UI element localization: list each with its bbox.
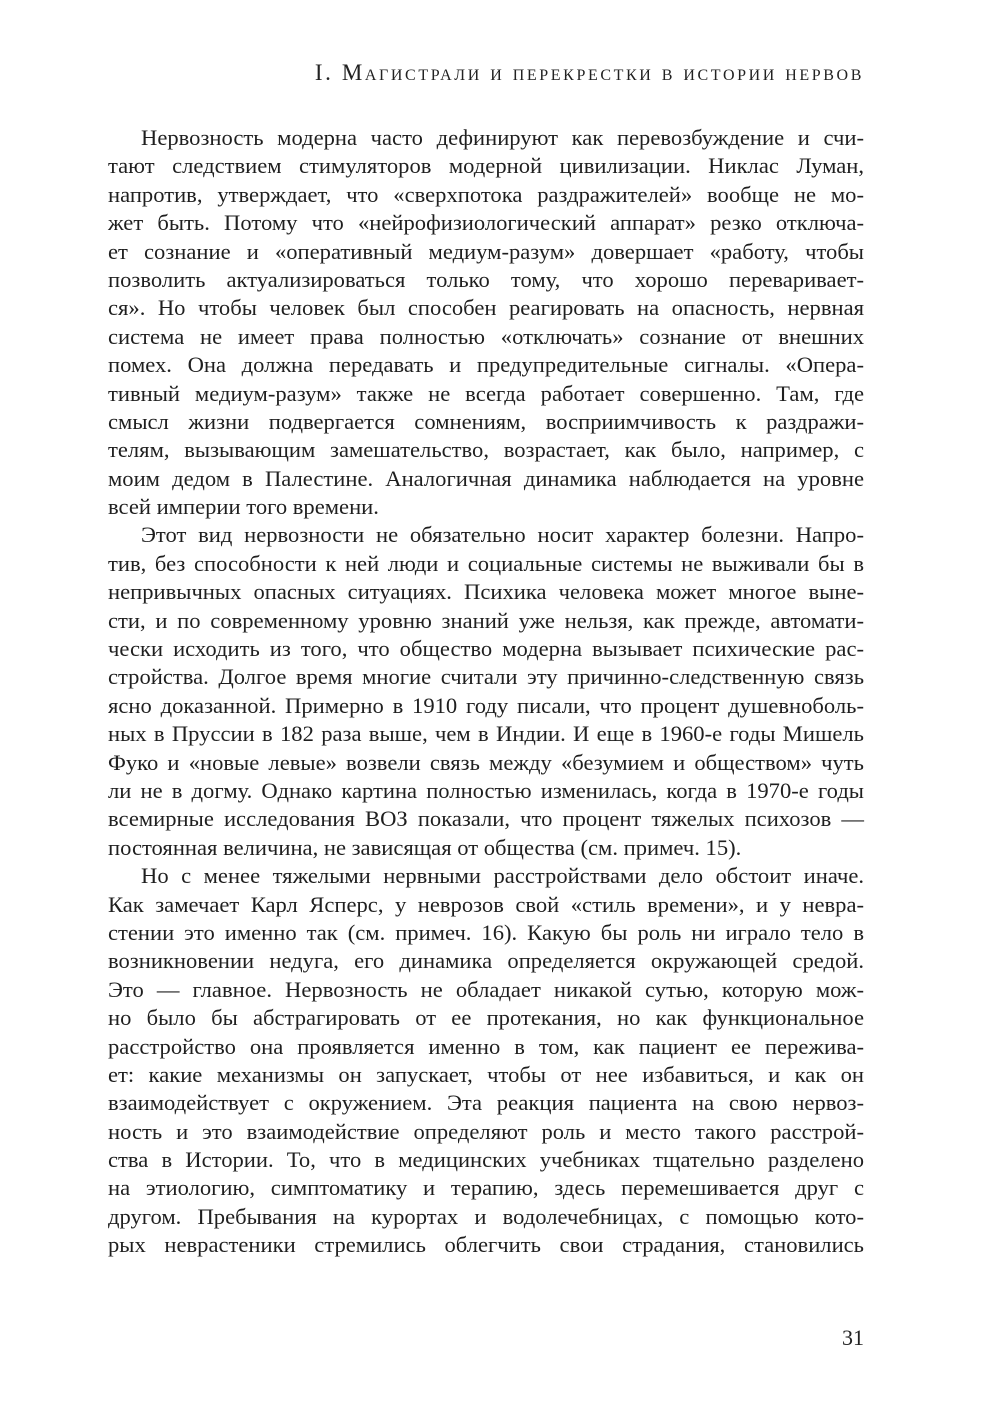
paragraph-2	[108, 521, 864, 862]
text-line: сти, и по современному уровню знаний уже нельзя, как прежде, автомати-	[108, 607, 864, 633]
text-line: позволить актуализироваться только тому, что хорошо переваривает-	[108, 266, 864, 292]
text-line: напротив, утверждает, что «сверхпотока раздражителей» вообще не мо-	[108, 181, 864, 207]
body-text	[108, 124, 864, 1260]
text-line: моим дедом в Палестине. Аналогичная динамика наблюдается на уровне	[108, 465, 864, 491]
text-line: рых неврастеники стремились облегчить свои страдания, становились	[108, 1232, 864, 1258]
paragraph-3	[108, 862, 864, 1259]
text-line: расстройство она проявляется именно в том, как пациент ее пережива-	[108, 1033, 864, 1059]
text-line: постоянная величина, не зависящая от общества (см. примеч. 15).	[108, 834, 742, 860]
text-line: стении это именно так (см. примеч. 16). Какую бы роль ни играло тело в	[108, 919, 864, 945]
text-line: ся». Но чтобы человек был способен реагировать на опасность, нервная	[108, 295, 864, 321]
text-line: тив, без способности к ней люди и социальные системы не выживали бы в	[108, 550, 864, 576]
paragraph-1	[108, 124, 864, 521]
text-line: Фуко и «новые левые» возвели связь между «безумием и обществом» чуть	[108, 749, 864, 775]
text-line: Как замечает Карл Ясперс, у неврозов свой «стиль времени», и у невра-	[108, 891, 864, 917]
text-line: стройства. Долгое время многие считали эту причинно-следственную связь	[108, 664, 864, 690]
text-line: возникновении недуга, его динамика определяется окружающей средой.	[108, 948, 864, 974]
text-line: ность и это взаимодействие определяют роль и место такого расстрой-	[108, 1118, 864, 1144]
text-line: непривычных опасных ситуациях. Психика человека может многое выне-	[108, 579, 864, 605]
page-number: 31	[842, 1325, 864, 1350]
text-line: чески исходить из того, что общество модерна вызывает психические рас-	[108, 636, 864, 662]
text-line: ства в Истории. То, что в медицинских учебниках тщательно разделено	[108, 1147, 864, 1173]
text-line: ных в Пруссии в 182 раза выше, чем в Индии. И еще в 1960-е годы Мишель	[108, 721, 864, 747]
running-head-title: I. Магистрали и перекрестки в истории нервов	[314, 60, 864, 85]
text-line: на этиологию, симптоматику и терапию, здесь перемешивается друг с	[108, 1175, 864, 1201]
text-line: взаимодействует с окружением. Эта реакция пациента на свою нервоз-	[108, 1090, 864, 1116]
text-line: всей империи того времени.	[108, 494, 379, 520]
text-line: Этот вид нервозности не обязательно носит характер болезни. Напро-	[141, 522, 864, 548]
text-line: Это — главное. Нервозность не обладает никакой сутью, которую мож-	[108, 976, 864, 1002]
text-line: ли не в догму. Однако картина полностью изменилась, когда в 1970-е годы	[108, 777, 864, 803]
text-line: телям, вызывающим замешательство, возрастает, как было, например, с	[108, 437, 864, 463]
text-line: всемирные исследования ВОЗ показали, что процент тяжелых психозов —	[108, 806, 864, 832]
text-line: ет сознание и «оперативный медиум-разум» довершает «работу, чтобы	[108, 238, 864, 264]
text-line: система не имеет права полностью «отключать» сознание от внешних	[108, 323, 864, 349]
text-line: другом. Пребывания на курортах и водолечебницах, с помощью кото-	[108, 1203, 864, 1229]
text-line: Нервозность модерна часто дефинируют как перевозбуждение и счи-	[141, 125, 864, 150]
text-line: но было бы абстрагировать от ее протекания, но как функциональное	[108, 1005, 864, 1031]
text-line: тивный медиум-разум» также не всегда работает совершенно. Там, где	[108, 380, 864, 406]
text-line: тают следствием стимуляторов модерной цивилизации. Никлас Луман,	[108, 153, 864, 179]
text-line: смысл жизни подвергается сомнениям, восприимчивость к раздражи-	[108, 408, 864, 434]
text-line: ет: какие механизмы он запускает, чтобы от нее избавиться, и как он	[108, 1061, 864, 1087]
text-line: помех. Она должна передавать и предупредительные сигналы. «Опера-	[108, 352, 864, 378]
text-line: жет быть. Потому что «нейрофизиологический аппарат» резко отключа-	[108, 210, 864, 236]
text-line: ясно доказанной. Примерно в 1910 году писали, что процент душевноболь-	[108, 692, 864, 718]
text-line: Но с менее тяжелыми нервными расстройствами дело обстоит иначе.	[141, 863, 864, 889]
